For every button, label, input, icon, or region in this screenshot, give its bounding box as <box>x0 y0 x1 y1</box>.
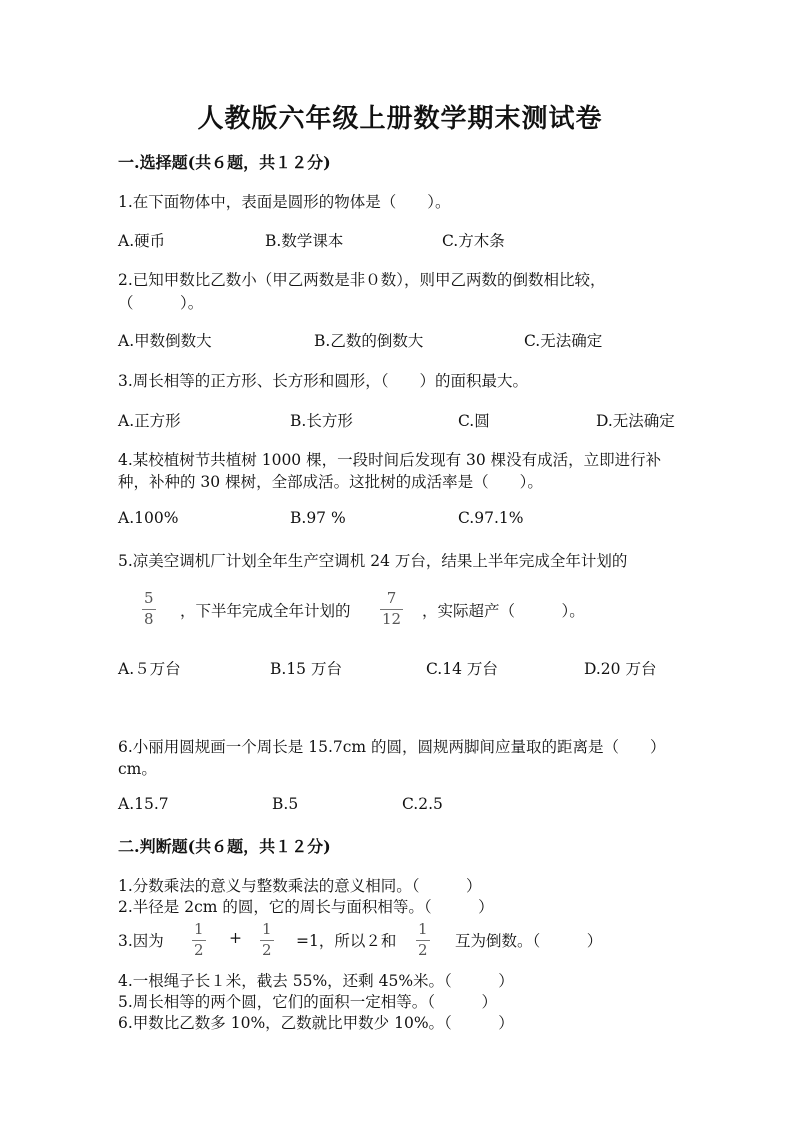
q3-option-c: C.圆 <box>458 412 490 430</box>
question-4-line2: 种，补种的 30 棵树，全部成活。这批树的成活率是（ ）。 <box>118 473 543 491</box>
fraction-numerator: 1 <box>194 920 204 938</box>
fraction-denominator: 2 <box>262 940 272 959</box>
q1-option-a: A.硬币 <box>118 232 166 250</box>
question-2-line1: 2.已知甲数比乙数小（甲乙两数是非０数），则甲乙两数的倒数相比较， <box>118 271 606 289</box>
j3-fraction-b <box>260 922 274 959</box>
q2-option-c: C.无法确定 <box>524 332 603 350</box>
fraction-denominator: 8 <box>144 609 154 628</box>
q5-option-d: D.20 万台 <box>584 660 657 678</box>
section-heading-choice: 一.选择题(共６题，共１２分) <box>118 153 331 172</box>
j3-fraction-a <box>192 922 206 959</box>
q6-option-a: A.15.7 <box>118 795 169 813</box>
q4-option-b: B.97 % <box>290 509 346 527</box>
q2-option-a: A.甲数倒数大 <box>118 332 212 350</box>
q5-fraction-5-8 <box>142 591 156 628</box>
question-2-line2: （ ）。 <box>118 294 204 312</box>
section-heading-judgment: 二.判断题(共６题，共１２分) <box>118 837 331 856</box>
q5-option-b: B.15 万台 <box>270 660 342 678</box>
judgment-4: 4.一根绳子长１米，截去 55%，还剩 45%米。（ ） <box>118 972 514 990</box>
q6-option-c: C.2.5 <box>402 795 443 813</box>
q1-option-c: C.方木条 <box>442 232 505 250</box>
judgment-6: 6.甲数比乙数多 10%，乙数就比甲数少 10%。（ ） <box>118 1014 514 1032</box>
question-6-line1: 6.小丽用圆规画一个周长是 15.7cm 的圆，圆规两脚间应量取的距离是（ ） <box>118 738 666 756</box>
fraction-numerator: 1 <box>262 920 272 938</box>
fraction-denominator: 12 <box>382 609 402 628</box>
question-3-stem: 3.周长相等的正方形、长方形和圆形，（ ）的面积最大。 <box>118 372 529 390</box>
j3-plus: + <box>229 929 242 947</box>
q3-option-a: A.正方形 <box>118 412 181 430</box>
q4-option-a: A.100% <box>118 509 179 527</box>
fraction-numerator: 7 <box>386 589 397 607</box>
question-4-line1: 4.某校植树节共植树 1000 棵，一段时间后发现有 30 棵没有成活，立即进行补 <box>118 451 662 469</box>
j3-tail: 互为倒数。（ ） <box>455 932 603 950</box>
question-5-middle: ，下半年完成全年计划的 <box>180 602 351 620</box>
j3-fraction-c <box>416 922 430 959</box>
judgment-1: 1.分数乘法的意义与整数乘法的意义相同。（ ） <box>118 877 482 895</box>
fraction-numerator: 5 <box>144 589 154 607</box>
question-1-stem: 1.在下面物体中，表面是圆形的物体是（ ）。 <box>118 193 451 211</box>
q5-option-c: C.14 万台 <box>426 660 498 678</box>
j3-equation: =1，所以２和 <box>296 932 397 950</box>
q1-option-b: B.数学课本 <box>265 232 344 250</box>
q3-option-d: D.无法确定 <box>596 412 675 430</box>
judgment-5: 5.周长相等的两个圆，它们的面积一定相等。（ ） <box>118 993 498 1011</box>
judgment-2: 2.半径是 2cm 的圆，它的周长与面积相等。（ ） <box>118 898 494 916</box>
judgment-3-prefix: 3.因为 <box>118 932 164 950</box>
q2-option-b: B.乙数的倒数大 <box>314 332 424 350</box>
fraction-denominator: 2 <box>418 940 428 959</box>
page-title: 人教版六年级上册数学期末测试卷 <box>197 104 603 134</box>
q5-option-a: A.５万台 <box>118 660 181 678</box>
fraction-denominator: 2 <box>194 940 204 959</box>
question-5-tail: ，实际超产（ ）。 <box>422 602 585 620</box>
q4-option-c: C.97.1% <box>458 509 524 527</box>
question-5-line1: 5.凉美空调机厂计划全年生产空调机 24 万台，结果上半年完成全年计划的 <box>118 552 628 570</box>
fraction-numerator: 1 <box>418 920 428 938</box>
q5-fraction-7-12 <box>380 591 403 628</box>
question-6-line2: cm。 <box>118 760 157 778</box>
q6-option-b: B.5 <box>272 795 299 813</box>
q3-option-b: B.长方形 <box>290 412 353 430</box>
